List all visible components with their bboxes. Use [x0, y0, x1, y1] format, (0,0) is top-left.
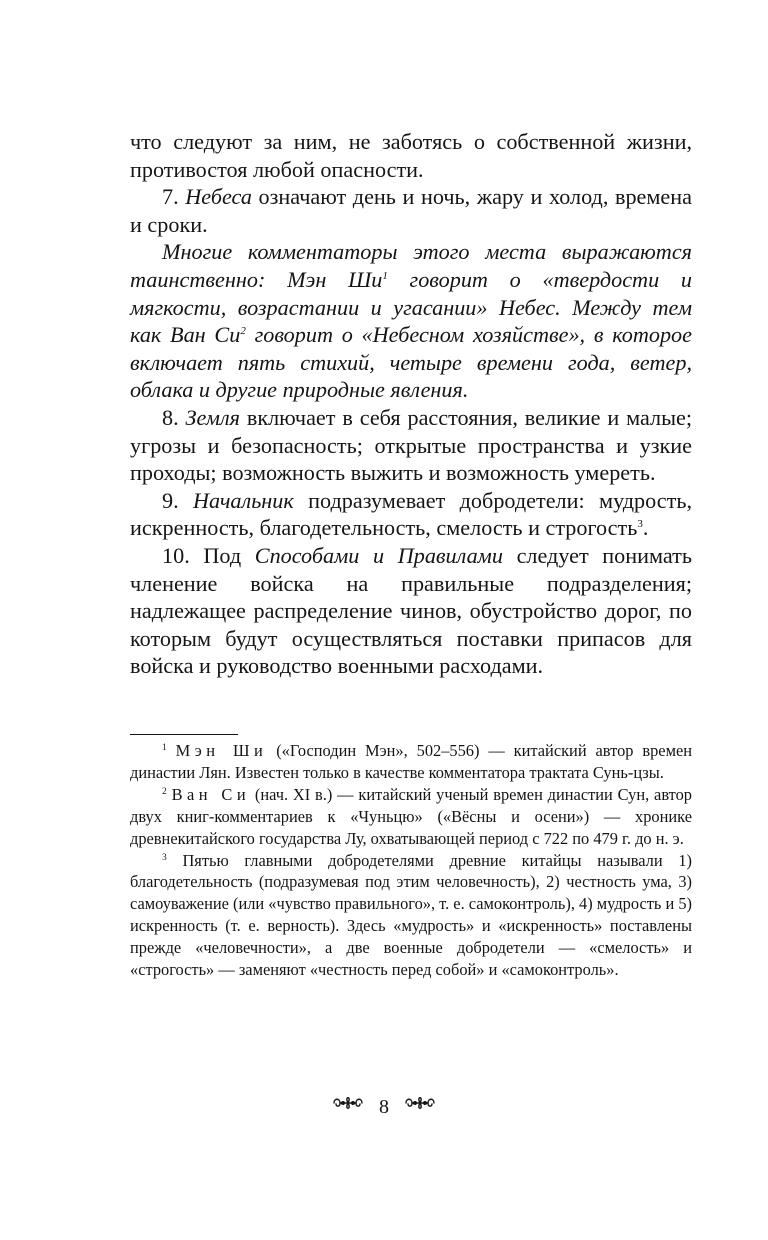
footnote-text: («Господин Мэн», 502–556) — китайский автор времен династии Лян. Известен только в качестве комментатора трактата Сунь-цзы.: [130, 741, 692, 782]
paragraph-continuation: [130, 128, 692, 183]
page-footer: [0, 1092, 768, 1121]
footnote-ref: 3: [637, 518, 643, 531]
paragraph-text: что следуют за ним, не заботясь о собственной жизни, противостоя любой опасности.: [130, 129, 692, 182]
italic-term: Способами и Правилами: [254, 542, 503, 568]
footnote-text: Пятью главными добродетелями древние китайцы называли 1) благодетельность (подразумевая под этим человечность), 2) честность ума, 3) самоуважение (или «чувство правильного», т. е. самоконтроль), 4) мудрость и 5) искренность (т. е. верность). Здесь «мудрость» и «искренность» поставлены прежде «человечности», а две военные добродетели — «смелость» и «строгость» — заменяют «честность перед собой» и «самоконтроль».: [130, 850, 692, 980]
paragraph-text: .: [642, 515, 649, 541]
footnote-1: [130, 740, 692, 784]
paragraph-9: [130, 487, 692, 542]
main-text: [130, 128, 692, 680]
italic-term: Небеса: [185, 184, 252, 210]
italic-term: Земля: [185, 404, 240, 430]
footnote-name: Ван Си: [171, 784, 251, 804]
footnote-ref: 2: [240, 325, 246, 338]
footnote-text: (нач. XI в.) — китайский ученый времен династии Сун, автор двух книг-комментариев к «Чуньцю» («Вёсны и осени») — хронике древнекитайского государства Лу, охватывающей период с 722 по 479 г. до н. э.: [130, 784, 692, 848]
paragraph-text: означают день и ночь, жару и холод, времена и сроки.: [130, 184, 692, 237]
paragraph-text: включает в себя расстояния, великие и малые; угрозы и безопасность; открытые пространства и узкие проходы; возможность выжить и возможность умереть.: [130, 404, 692, 486]
item-number: 10. Под: [162, 542, 255, 568]
italic-term: Начальник: [193, 487, 294, 513]
commentary-text: говорит о «твердости и мягкости, возрастании и угасании» Небес. Между тем как Ван Си: [130, 266, 692, 348]
footnote-2: [130, 784, 692, 850]
commentary-paragraph: [130, 238, 692, 404]
commentary-text: Многие комментаторы этого места выражаются таинственно: Мэн Ши: [130, 239, 692, 292]
footnote-number: 2: [162, 786, 167, 797]
paragraph-8: [130, 404, 692, 487]
footnote-3: [130, 850, 692, 981]
footnote-number: 1: [162, 743, 167, 753]
item-number: 8.: [162, 404, 186, 430]
footnote-divider: [130, 734, 238, 735]
item-number: 9.: [162, 487, 194, 513]
footnotes: [130, 740, 692, 981]
floral-ornament-icon: [403, 1093, 437, 1121]
paragraph-7: [130, 183, 692, 238]
floral-ornament-icon: [331, 1093, 365, 1121]
footnote-number: 3: [162, 852, 167, 863]
paragraph-text: следует понимать членение войска на правильные подразделения; надлежащее распределение чинов, обустройство дорог, по которым будут осуществляться поставки припасов для войска и руководство военными расходами.: [130, 542, 692, 679]
footnote-name: Мэн Ши: [175, 741, 268, 760]
item-number: 7.: [162, 184, 186, 210]
paragraph-text: подразумевает добродетели: мудрость, искренность, благодетельность, смелость и строгость: [130, 487, 693, 541]
paragraph-10: [130, 542, 692, 680]
page-number: 8: [379, 1096, 389, 1119]
commentary-text: говорит о «Небесном хозяйстве», в которое включает пять стихий, четыре времени года, ветер, облака и другие природные явления.: [130, 322, 692, 403]
footnote-ref: 1: [382, 269, 388, 282]
